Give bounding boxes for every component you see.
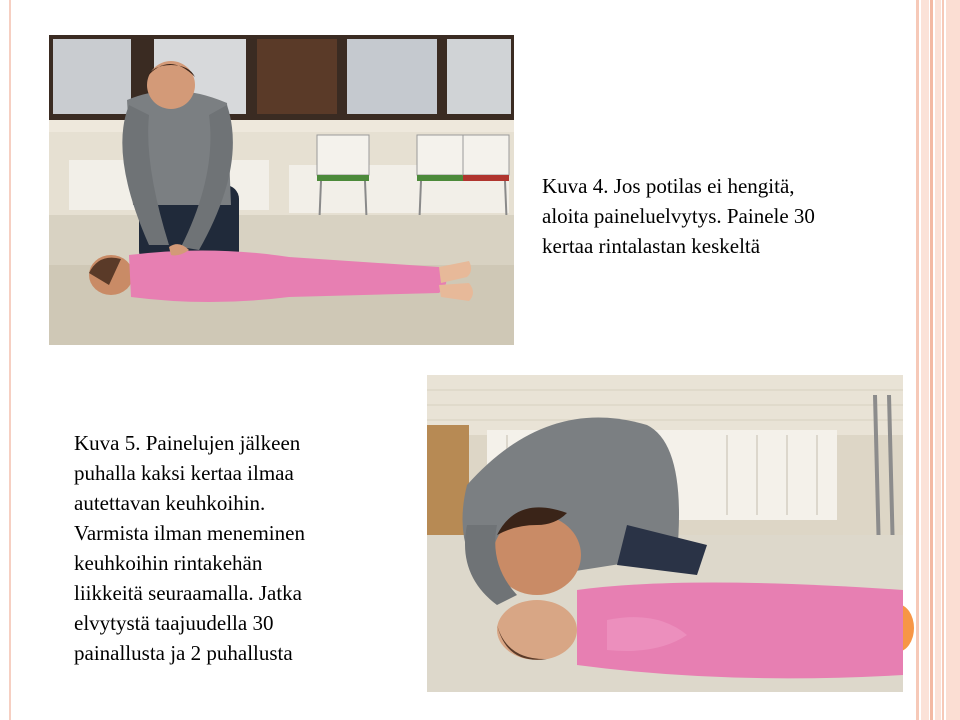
right-stripe (942, 0, 944, 720)
cpr-compressions-photo (49, 35, 514, 345)
right-stripe (930, 0, 933, 720)
right-stripe (935, 0, 941, 720)
caption-kuva-5: Kuva 5. Painelujen jälkeen puhalla kaksi kertaa ilmaa autettavan keuhkoihin. Varmista ilman meneminen keuhkoihin rintakehän liikkeitä seuraamalla. Jatka elvytystä taajuudella 30 painallusta ja 2 puhallusta (74, 431, 305, 665)
right-stripe (921, 0, 929, 720)
right-stripe (916, 0, 919, 720)
caption-kuva-4: Kuva 4. Jos potilas ei hengitä, aloita paineluelvytys. Painele 30 kertaa rintalastan keskeltä (542, 174, 815, 258)
cpr-breaths-photo (427, 375, 903, 692)
left-border-line (9, 0, 11, 720)
right-stripe (946, 0, 960, 720)
person-giving-chest-compressions-icon (49, 35, 514, 345)
person-giving-rescue-breaths-icon (427, 375, 903, 692)
